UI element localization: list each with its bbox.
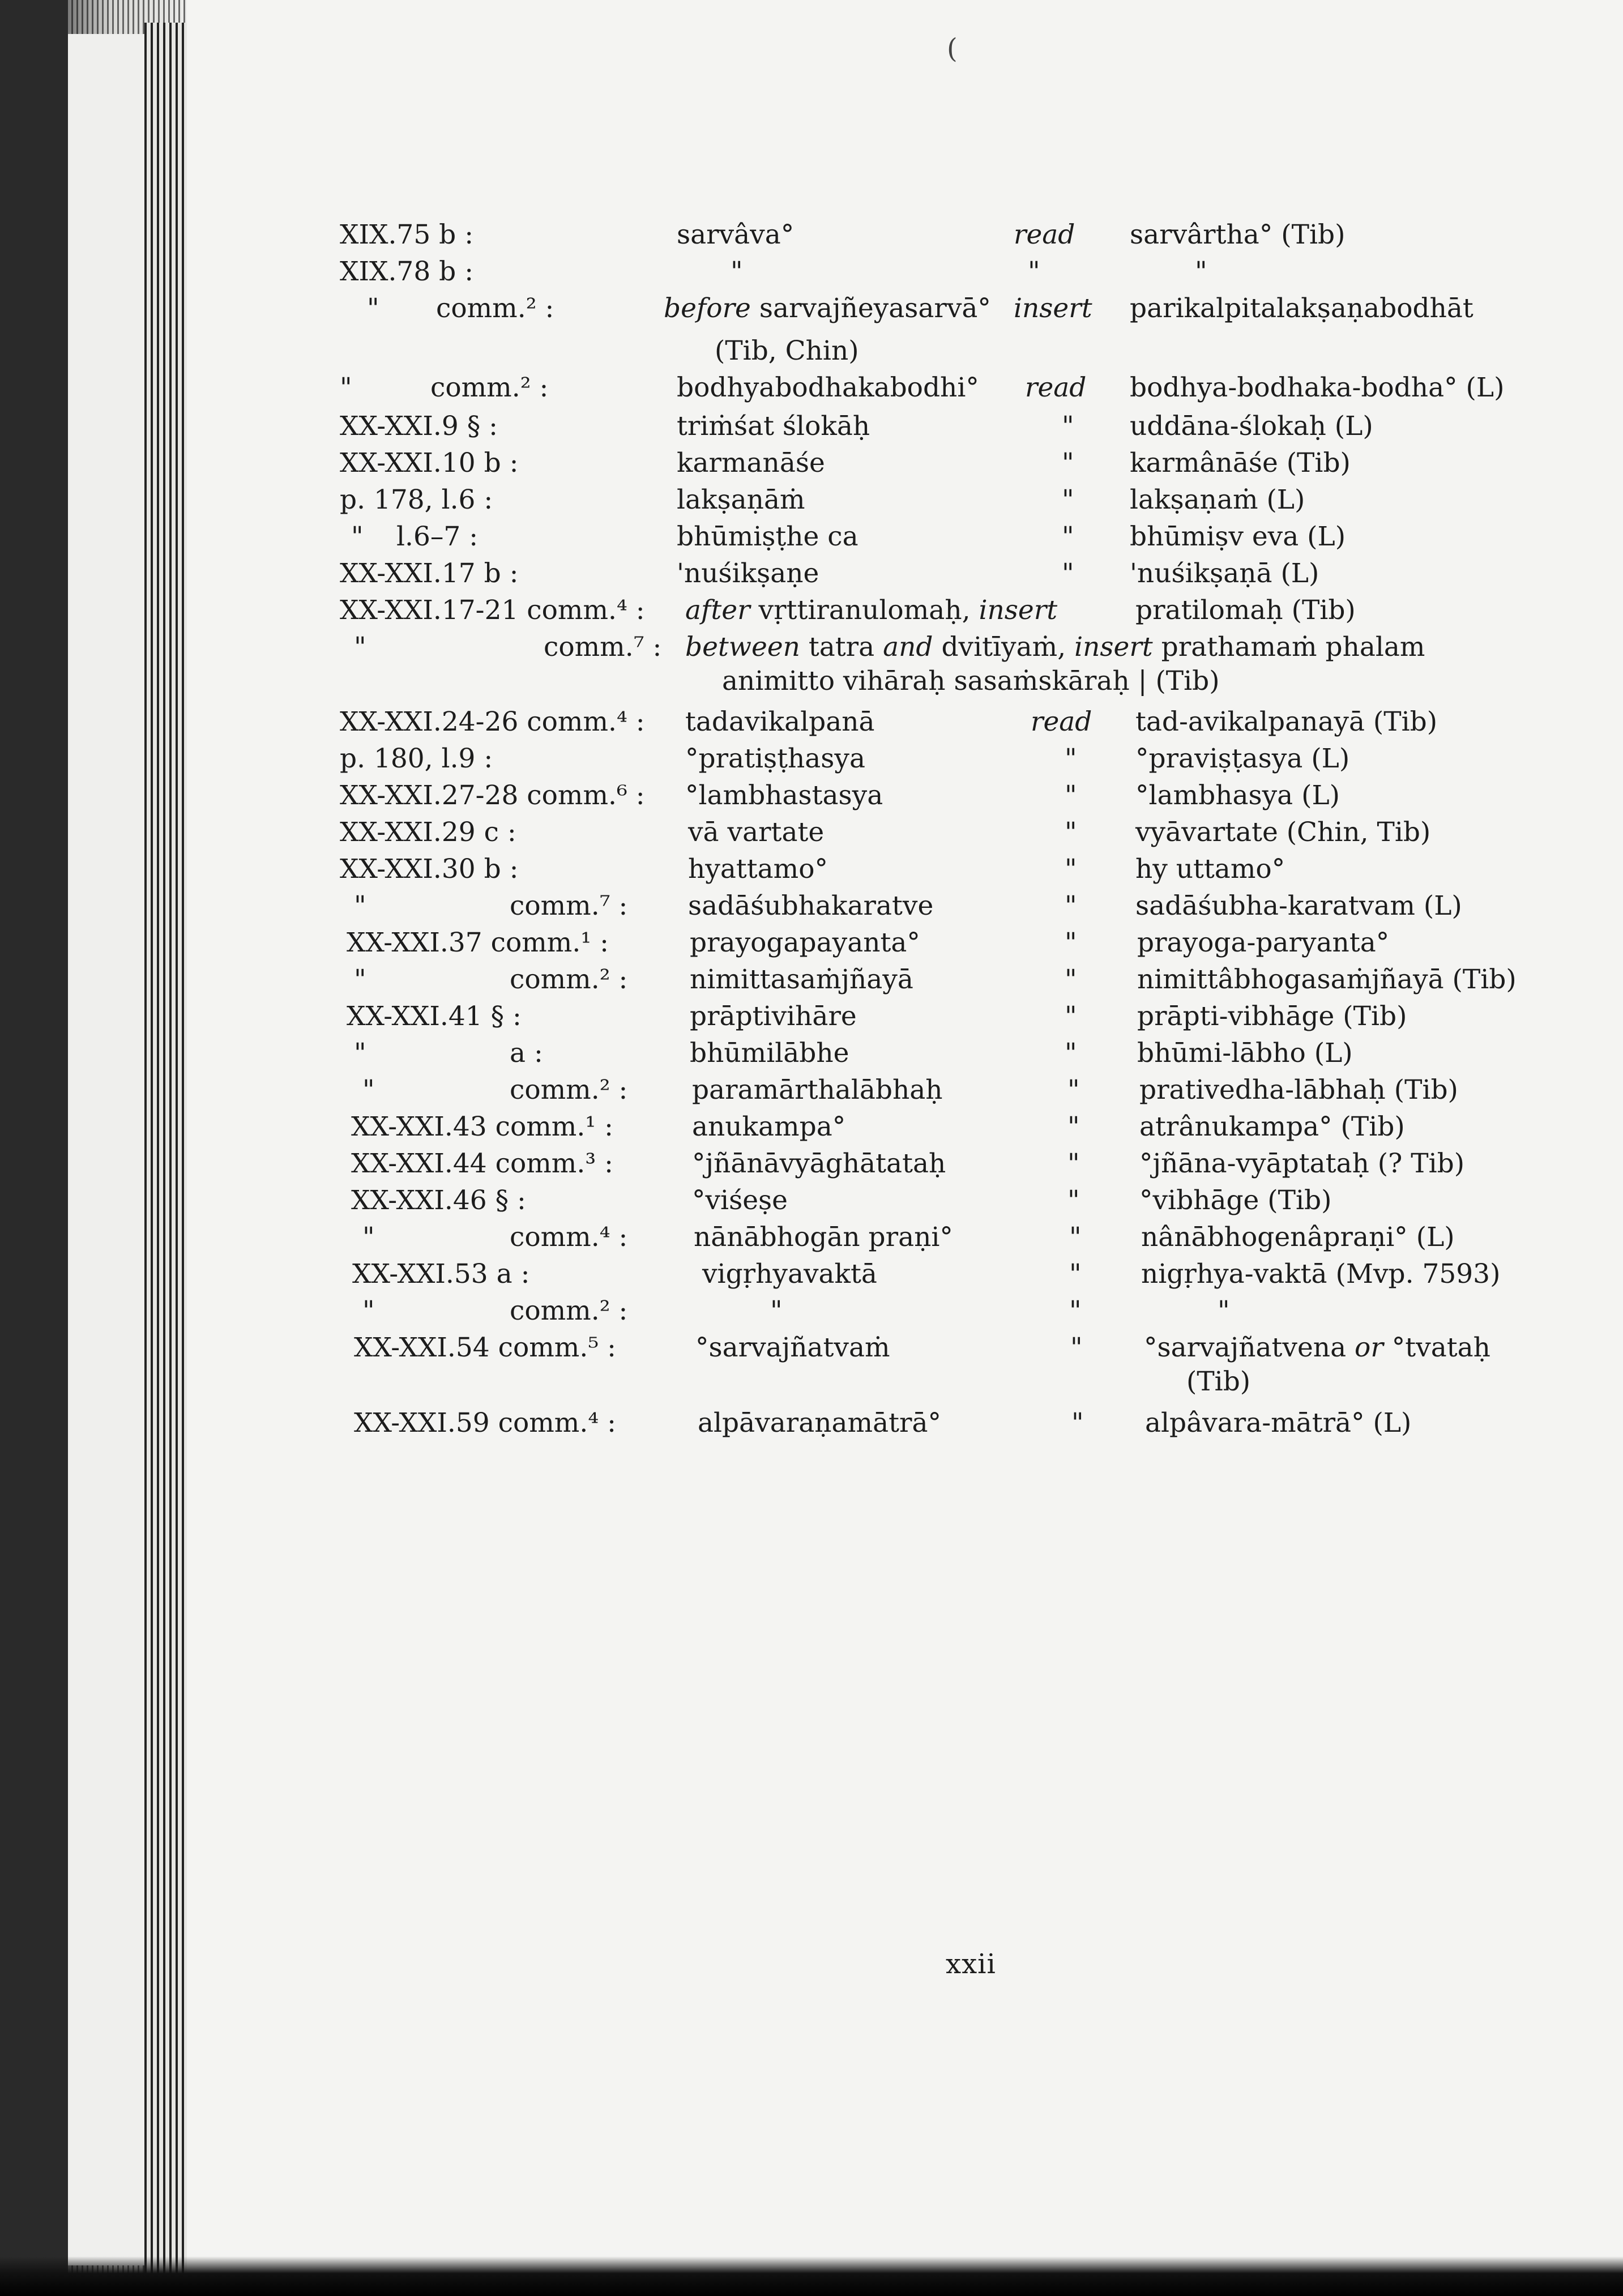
ref: XX-XXI.10 b :	[340, 447, 519, 479]
ref: XX-XXI.9 § :	[340, 411, 498, 442]
ref: XX-XXI.27-28 comm.⁶ :	[340, 780, 645, 811]
sub-ref: comm.⁷ :	[510, 890, 628, 921]
reading: nimittasaṁjñayā	[690, 964, 913, 995]
verb-ditto: "	[1062, 484, 1074, 515]
correction: hy uttamo°	[1135, 853, 1285, 885]
ref: XX-XXI.41 § :	[347, 1001, 522, 1032]
or-label: or	[1355, 1332, 1383, 1363]
verb-ditto: "	[1069, 1295, 1082, 1326]
ref-ditto: "	[362, 1222, 375, 1253]
errata-row	[0, 702, 1623, 742]
reading: sadāśubhakaratve	[688, 890, 934, 921]
verb-ditto: "	[1065, 1038, 1077, 1069]
correction: °vibhāge (Tib)	[1139, 1185, 1332, 1216]
reading: sarvajñeyasarvā°	[759, 293, 991, 324]
correction: pratilomaḥ (Tib)	[1135, 595, 1356, 626]
reading: nānābhogān praṇi°	[694, 1222, 953, 1253]
errata-row	[0, 813, 1623, 852]
ref: p. 178, l.6 :	[340, 484, 493, 515]
ref: XX-XXI.17-21 comm.⁴ :	[340, 595, 645, 626]
errata-continuation	[0, 331, 1623, 371]
ref-ditto: "	[362, 1074, 375, 1106]
verb-ditto: "	[1062, 411, 1074, 442]
verb-ditto: "	[1069, 1222, 1082, 1253]
reading-ditto: "	[770, 1295, 783, 1326]
correction: bhūmi-lābho (L)	[1137, 1038, 1353, 1069]
verb-ditto: "	[1028, 256, 1040, 287]
reading: °jñānāvyāghātataḥ	[692, 1148, 946, 1179]
verb-ditto: "	[1065, 1001, 1077, 1032]
reading: anukampa°	[692, 1111, 846, 1142]
reading: °sarvajñatvaṁ	[695, 1332, 890, 1363]
errata-row	[0, 591, 1623, 630]
errata-row	[0, 997, 1623, 1036]
reading: prāptivihāre	[690, 1001, 857, 1032]
ref: XIX.75 b :	[340, 219, 474, 250]
continuation: (Tib)	[1186, 1366, 1251, 1397]
reading: alpāvaraṇamātrā°	[698, 1407, 941, 1439]
ref: XX-XXI.24-26 comm.⁴ :	[340, 706, 645, 737]
errata-row	[0, 1403, 1623, 1443]
verb-ditto: "	[1067, 1185, 1080, 1216]
verb-ditto: "	[1067, 1111, 1080, 1142]
verb-ditto: "	[1065, 890, 1077, 921]
verb-ditto: "	[1067, 1074, 1080, 1106]
errata-row	[0, 252, 1623, 292]
correction: 'nuśikṣaṇā (L)	[1130, 558, 1319, 589]
errata-row	[0, 776, 1623, 816]
sub-ref: comm.⁷ :	[544, 631, 662, 663]
verb-ditto: "	[1069, 1258, 1082, 1290]
between-label: between	[685, 631, 800, 663]
verb: insert	[1014, 293, 1092, 324]
reading: triṁśat ślokāḥ	[677, 411, 870, 442]
top-mark: (	[947, 33, 958, 65]
errata-row	[0, 739, 1623, 779]
ref-ditto: "	[340, 372, 352, 403]
ref: XX-XXI.17 b :	[340, 558, 519, 589]
correction: bhūmiṣv eva (L)	[1130, 521, 1346, 552]
errata-continuation	[0, 662, 1623, 701]
correction: prativedha-lābhaḥ (Tib)	[1139, 1074, 1458, 1106]
ref: XX-XXI.37 comm.¹ :	[347, 927, 609, 958]
verb: read	[1014, 219, 1075, 250]
errata-row	[0, 368, 1623, 408]
correction: vyāvartate (Chin, Tib)	[1135, 817, 1431, 848]
continuation: animitto vihāraḥ sasaṁskāraḥ | (Tib)	[722, 665, 1220, 697]
ref: XX-XXI.43 comm.¹ :	[351, 1111, 613, 1142]
correction: atrânukampa° (Tib)	[1139, 1111, 1405, 1142]
sub-ref: comm.⁴ :	[510, 1222, 628, 1253]
sub-ref: comm.² :	[510, 1074, 628, 1106]
correction-a: °sarvajñatvena	[1144, 1332, 1347, 1363]
verb-ditto: "	[1071, 1407, 1084, 1439]
verb-ditto: "	[1065, 964, 1077, 995]
errata-row	[0, 960, 1623, 1000]
reading: karmanāśe	[677, 447, 825, 479]
reading: 'nuśikṣaṇe	[677, 558, 819, 589]
correction: sadāśubha-karatvam (L)	[1135, 890, 1462, 921]
reading-prefix: after	[685, 595, 750, 626]
correction: bodhya-bodhaka-bodha° (L)	[1130, 372, 1505, 403]
correction: alpâvara-mātrā° (L)	[1145, 1407, 1412, 1439]
verb: insert	[1074, 631, 1153, 663]
reading-prefix: before	[664, 293, 751, 324]
correction-ditto: "	[1195, 256, 1207, 287]
reading: bodhyabodhakabodhi°	[677, 372, 979, 403]
verb-ditto: "	[1065, 780, 1077, 811]
errata-row	[0, 480, 1623, 520]
ref: XIX.78 b :	[340, 256, 474, 287]
correction: sarvârtha° (Tib)	[1130, 219, 1346, 250]
correction: parikalpitalakṣaṇabodhāt	[1130, 293, 1473, 324]
correction: nânābhogenâpraṇi° (L)	[1141, 1222, 1455, 1253]
reading-ditto: "	[731, 256, 743, 287]
errata-row	[0, 923, 1623, 963]
errata-row	[0, 1181, 1623, 1220]
verb-ditto: "	[1065, 817, 1077, 848]
correction: nigṛhya-vaktā (Mvp. 7593)	[1141, 1258, 1501, 1290]
ref: XX-XXI.54 comm.⁵ :	[354, 1332, 616, 1363]
errata-row	[0, 1144, 1623, 1184]
reading: vā vartate	[688, 817, 825, 848]
verb-ditto: "	[1062, 521, 1074, 552]
verb-ditto: "	[1070, 1332, 1083, 1363]
verb-ditto: "	[1065, 927, 1077, 958]
errata-row	[0, 1218, 1623, 1257]
sub-ref: l.6–7 :	[396, 521, 479, 552]
errata-row	[0, 1034, 1623, 1073]
reading: °pratiṣṭhasya	[685, 743, 865, 774]
scan-bottom-shadow	[0, 2256, 1623, 2296]
sub-ref: comm.² :	[436, 293, 554, 324]
reading: vigṛhyavaktā	[702, 1258, 877, 1290]
errata-continuation	[0, 1362, 1623, 1402]
errata-row	[0, 407, 1623, 446]
ref: XX-XXI.46 § :	[351, 1185, 526, 1216]
sub-ref: comm.² :	[510, 964, 628, 995]
verb-ditto: "	[1062, 558, 1074, 589]
correction: nimittâbhogasaṁjñayā (Tib)	[1137, 964, 1517, 995]
reading: lakṣaṇāṁ	[677, 484, 805, 515]
ref-ditto: "	[351, 521, 364, 552]
ref: XX-XXI.44 comm.³ :	[351, 1148, 613, 1179]
errata-row	[0, 517, 1623, 557]
correction: °lambhasya (L)	[1135, 780, 1340, 811]
reading: prayogapayanta°	[690, 927, 920, 958]
errata-row	[0, 554, 1623, 594]
reading: °lambhastasya	[685, 780, 883, 811]
reading: sarvâva°	[677, 219, 795, 250]
reading: vṛttiranulomaḥ,	[758, 595, 971, 626]
errata-row	[0, 1291, 1623, 1331]
ref: p. 180, l.9 :	[340, 743, 493, 774]
ref-ditto: "	[354, 890, 366, 921]
errata-row	[0, 1254, 1623, 1294]
verb-ditto: "	[1067, 1148, 1080, 1179]
page-number: xxii	[946, 1948, 996, 1980]
reading: tadavikalpanā	[685, 706, 875, 737]
ref: XX-XXI.29 c :	[340, 817, 516, 848]
sub-ref: comm.² :	[430, 372, 549, 403]
reading: °viśeṣe	[692, 1185, 788, 1216]
verb: read	[1031, 706, 1092, 737]
errata-row	[0, 1070, 1623, 1110]
ref-ditto: "	[362, 1295, 375, 1326]
correction: tad-avikalpanayā (Tib)	[1135, 706, 1438, 737]
correction: lakṣaṇaṁ (L)	[1130, 484, 1305, 515]
correction: karmânāśe (Tib)	[1130, 447, 1351, 479]
correction: prāpti-vibhāge (Tib)	[1137, 1001, 1407, 1032]
sub-ref: comm.² :	[510, 1295, 628, 1326]
reading: bhūmiṣṭhe ca	[677, 521, 859, 552]
ref-ditto: "	[367, 293, 379, 324]
verb: insert	[979, 595, 1058, 626]
ref-ditto: "	[354, 1038, 366, 1069]
errata-row	[0, 1107, 1623, 1147]
and-label: and	[883, 631, 933, 663]
errata-row	[0, 215, 1623, 255]
ref-ditto: "	[354, 631, 366, 663]
errata-row	[0, 886, 1623, 926]
errata-row	[0, 289, 1623, 328]
ref: XX-XXI.30 b :	[340, 853, 519, 885]
correction-b: °tvataḥ	[1391, 1332, 1490, 1363]
correction: °jñāna-vyāptataḥ (? Tib)	[1139, 1148, 1465, 1179]
reading: hyattamo°	[688, 853, 828, 885]
correction-ditto: "	[1218, 1295, 1230, 1326]
ref-ditto: "	[354, 964, 366, 995]
ref: XX-XXI.59 comm.⁴ :	[354, 1407, 616, 1439]
reading-b: dvitīyaṁ,	[941, 631, 1066, 663]
reading: paramārthalābhaḥ	[692, 1074, 943, 1106]
ref: XX-XXI.53 a :	[352, 1258, 530, 1290]
correction: uddāna-ślokaḥ (L)	[1130, 411, 1373, 442]
errata-row	[0, 443, 1623, 483]
verb-ditto: "	[1065, 853, 1077, 885]
correction: prayoga-paryanta°	[1137, 927, 1390, 958]
continuation: (Tib, Chin)	[715, 335, 859, 366]
verb: read	[1025, 372, 1087, 403]
verb-ditto: "	[1065, 743, 1077, 774]
verb-ditto: "	[1062, 447, 1074, 479]
correction: °praviṣṭasya (L)	[1135, 743, 1350, 774]
correction: prathamaṁ phalam	[1161, 631, 1425, 663]
sub-ref: a :	[510, 1038, 543, 1069]
reading-a: tatra	[808, 631, 875, 663]
errata-row	[0, 850, 1623, 889]
reading: bhūmilābhe	[690, 1038, 849, 1069]
